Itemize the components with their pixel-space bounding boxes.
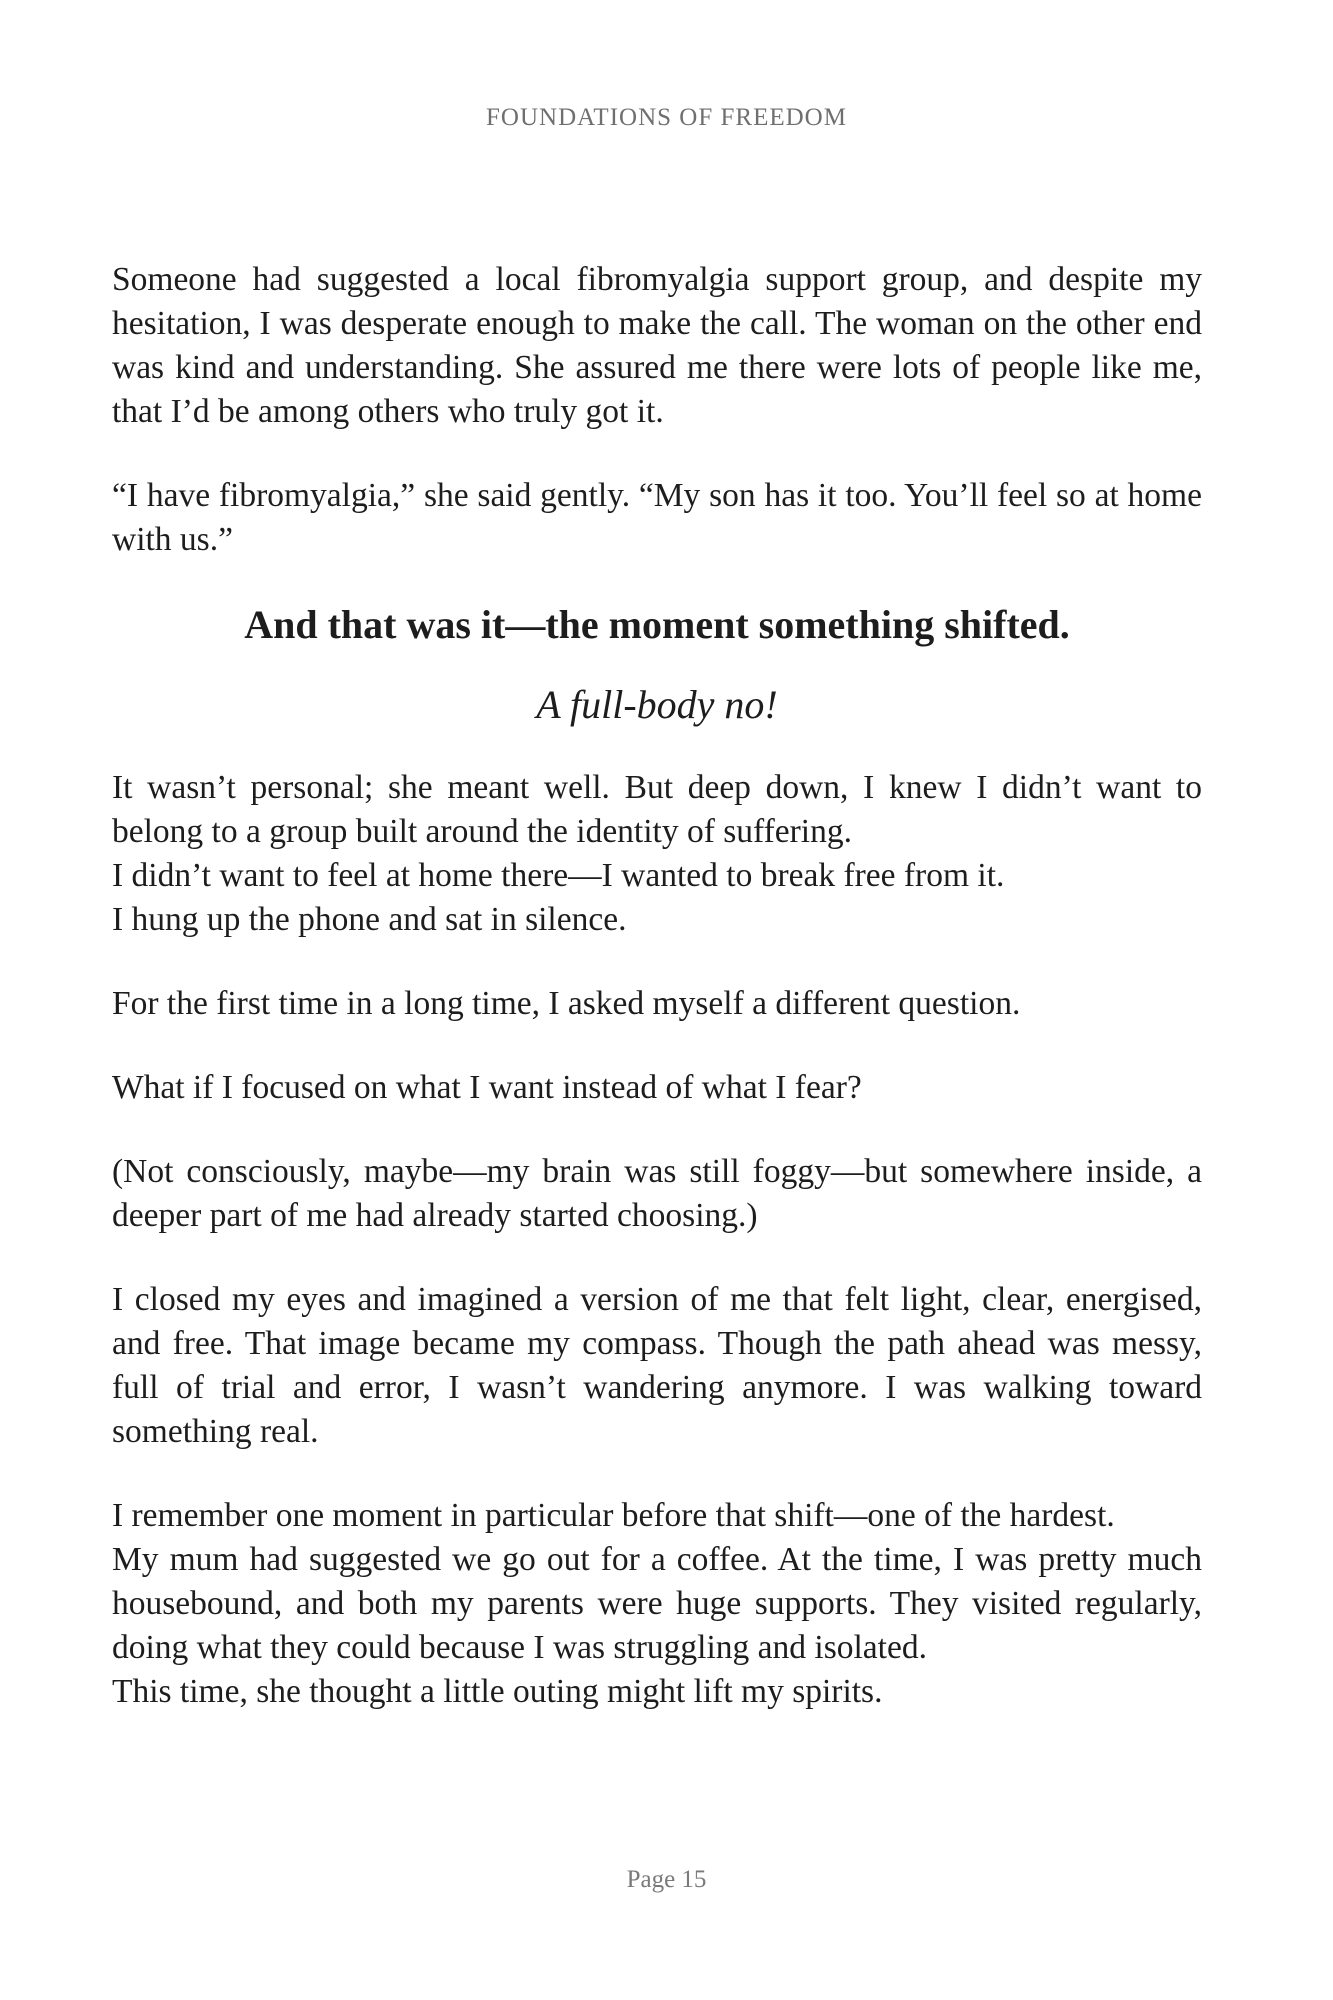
paragraph-line: This time, she thought a little outing might lift my spirits. bbox=[112, 1673, 883, 1710]
paragraph-line: I hung up the phone and sat in silence. bbox=[112, 901, 627, 938]
paragraph-support-group: Someone had suggested a local fibromyalgia support group, and despite my hesitation, I was desperate enough to make the call. The woman on the other end was kind and understanding. She assured me there were lots of people like me, that I’d be among others who truly got it. bbox=[112, 261, 1202, 430]
heading-moment-shifted: And that was it—the moment something shifted. bbox=[244, 602, 1070, 647]
paragraph-question: What if I focused on what I want instead of what I fear? bbox=[112, 1069, 862, 1106]
paragraph-line: I didn’t want to feel at home there—I wanted to break free from it. bbox=[112, 857, 1005, 894]
paragraph-remember-moment bbox=[112, 1494, 1202, 1714]
paragraph-line: My mum had suggested we go out for a coffee. At the time, I was pretty much housebound, and both my parents were huge supports. They visited regularly, doing what they could because I was struggling and isolated. bbox=[112, 1541, 1202, 1666]
paragraph-closed-eyes: I closed my eyes and imagined a version of me that felt light, clear, energised, and free. That image became my compass. Though the path ahead was messy, full of trial and error, I wasn’t wandering anymore. I was walking toward something real. bbox=[112, 1281, 1202, 1450]
paragraph-line: I remember one moment in particular before that shift—one of the hardest. bbox=[112, 1497, 1115, 1534]
page-number: Page 15 bbox=[626, 1866, 707, 1893]
paragraph-first-time: For the first time in a long time, I asked myself a different question. bbox=[112, 985, 1021, 1022]
paragraph-line: It wasn’t personal; she meant well. But deep down, I knew I didn’t want to belong to a group built around the identity of suffering. bbox=[112, 769, 1202, 850]
paragraph-not-personal bbox=[112, 766, 1202, 942]
paragraph-not-consciously: (Not consciously, maybe—my brain was still foggy—but somewhere inside, a deeper part of me had already started choosing.) bbox=[112, 1153, 1202, 1234]
heading-full-body-no: A full-body no! bbox=[536, 682, 778, 727]
running-head: FOUNDATIONS OF FREEDOM bbox=[486, 104, 847, 131]
paragraph-quote: “I have fibromyalgia,” she said gently. “My son has it too. You’ll feel so at home with us.” bbox=[112, 477, 1202, 558]
page-body bbox=[112, 258, 1202, 1714]
